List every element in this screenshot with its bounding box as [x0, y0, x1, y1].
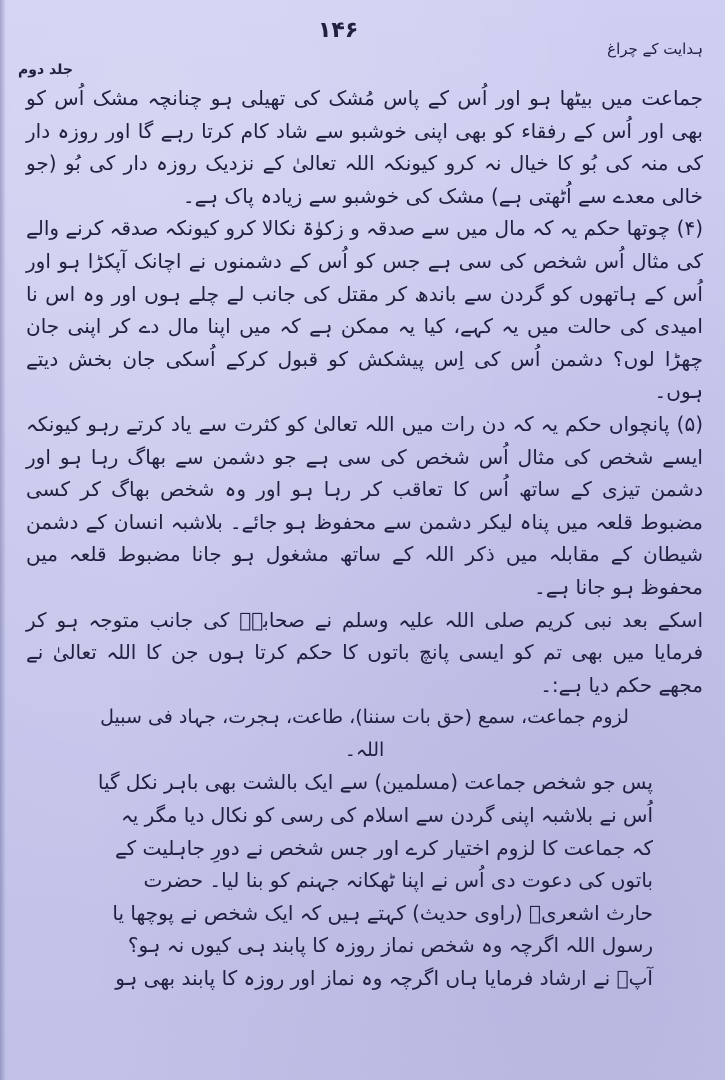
paragraph-fourth-command-charity: (۴) چوتھا حکم یہ کہ مال میں سے صدقہ و زکوٰۃ نکالا کرو کیونکہ صدقہ کرنے والے کی مثال اُس شخص کی سی ہے جس کو اُس کے دشمنوں نے اچانک آپکڑا ہو اور اُس کے ہاتھوں کو گردن سے باندھ کر مقتل کی جانب لے چلے ہوں اور وہ اس نا امیدی کی حالت میں یہ کہے، کیا یہ ممکن ہے کہ میں اپنا مال دے کر اپنی جان چھڑا لوں؟ دشمن اُس کی اِس پیشکش کو قبول کرکے اُسکی جان بخش دیتے ہوں۔ [26, 216, 703, 404]
five-commands-list: لزوم جماعت، سمع (حق بات سننا)، طاعت، ہجرت، جہاد فی سبیل اللہ۔ [100, 706, 629, 761]
paragraph-musk-fragrance: جماعت میں بیٹھا ہو اور اُس کے پاس مُشک کی تھیلی ہو چنانچہ مشک اُس کو بھی اور اُس کے رفقاء کو بھی اپنی خوشبو سے شاد کام کرتا رہے گا اور روزہ دار کی منہ کی بُو کا خیال نہ کرو کیونکہ اللہ تعالیٰ کے نزدیک روزہ دار کی بُو (جو خالی معدے سے اُٹھتی ہے) مشک کی خوشبو سے زیادہ پاک ہے۔ [26, 86, 703, 208]
page-edge-shadow [0, 0, 6, 1080]
paragraph-leaving-jamaat: پس جو شخص جماعت (مسلمین) سے ایک بالشت بھی باہر نکل گیا اُس نے بلاشبہ اپنی گردن سے اسلام کی رسی کو نکال دیا مگر یہ کہ جماعت کا لزوم اختیار کرے اور جس شخص نے دورِ جاہلیت کے باتوں کی دعوت دی اُس نے اپنا ٹھکانہ جہنم کو بنا لیا۔ حضرت حارث اشعریؓ (راوی حدیث) کہتے ہیں کہ ایک شخص نے پوچھا یا رسول اللہ اگرچہ وہ شخص نماز روزہ کا پابند ہی کیوں نہ ہو؟ [97, 770, 653, 958]
paragraph-five-commands-intro: اسکے بعد نبی کریم صلی اللہ علیہ وسلم نے صحابہؓ کی جانب متوجہ ہو کر فرمایا میں بھی تم کو ایسی پانچ باتوں کا حکم کرتا ہوں جن کا اللہ تعالیٰ نے مجھے حکم دیا ہے:۔ [26, 607, 703, 697]
page-header [18, 18, 703, 80]
page-body [26, 82, 703, 995]
book-title: ہدایت کے چراغ [607, 40, 703, 58]
page-number: ۱۴۶ [318, 18, 359, 43]
volume-label: جلد دوم [18, 62, 73, 78]
paragraph-fifth-command-remembrance: (۵) پانچواں حکم یہ کہ دن رات میں اللہ تعالیٰ کو کثرت سے یاد کرتے رہو کیونکہ ایسے شخص کی مثال اُس شخص کی سی ہے جو دشمن سے بھاگ رہا ہو اور دشمن تیزی کے ساتھ اُس کا تعاقب کر رہا ہو اور وہ شخص بھاگ کر کسی مضبوط قلعہ میں پناہ لیکر دشمن سے محفوظ ہو جائے۔ بلاشبہ انسان کے دشمن شیطان کے مقابلہ میں ذکر اللہ کے ساتھ مشغول ہو جانا مضبوط قلعہ میں محفوظ ہو جانا ہے۔ [26, 411, 703, 599]
paragraph-prophet-reply: آپؐ نے ارشاد فرمایا ہاں اگرچہ وہ نماز اور روزہ کا پابند بھی ہو [115, 966, 653, 991]
